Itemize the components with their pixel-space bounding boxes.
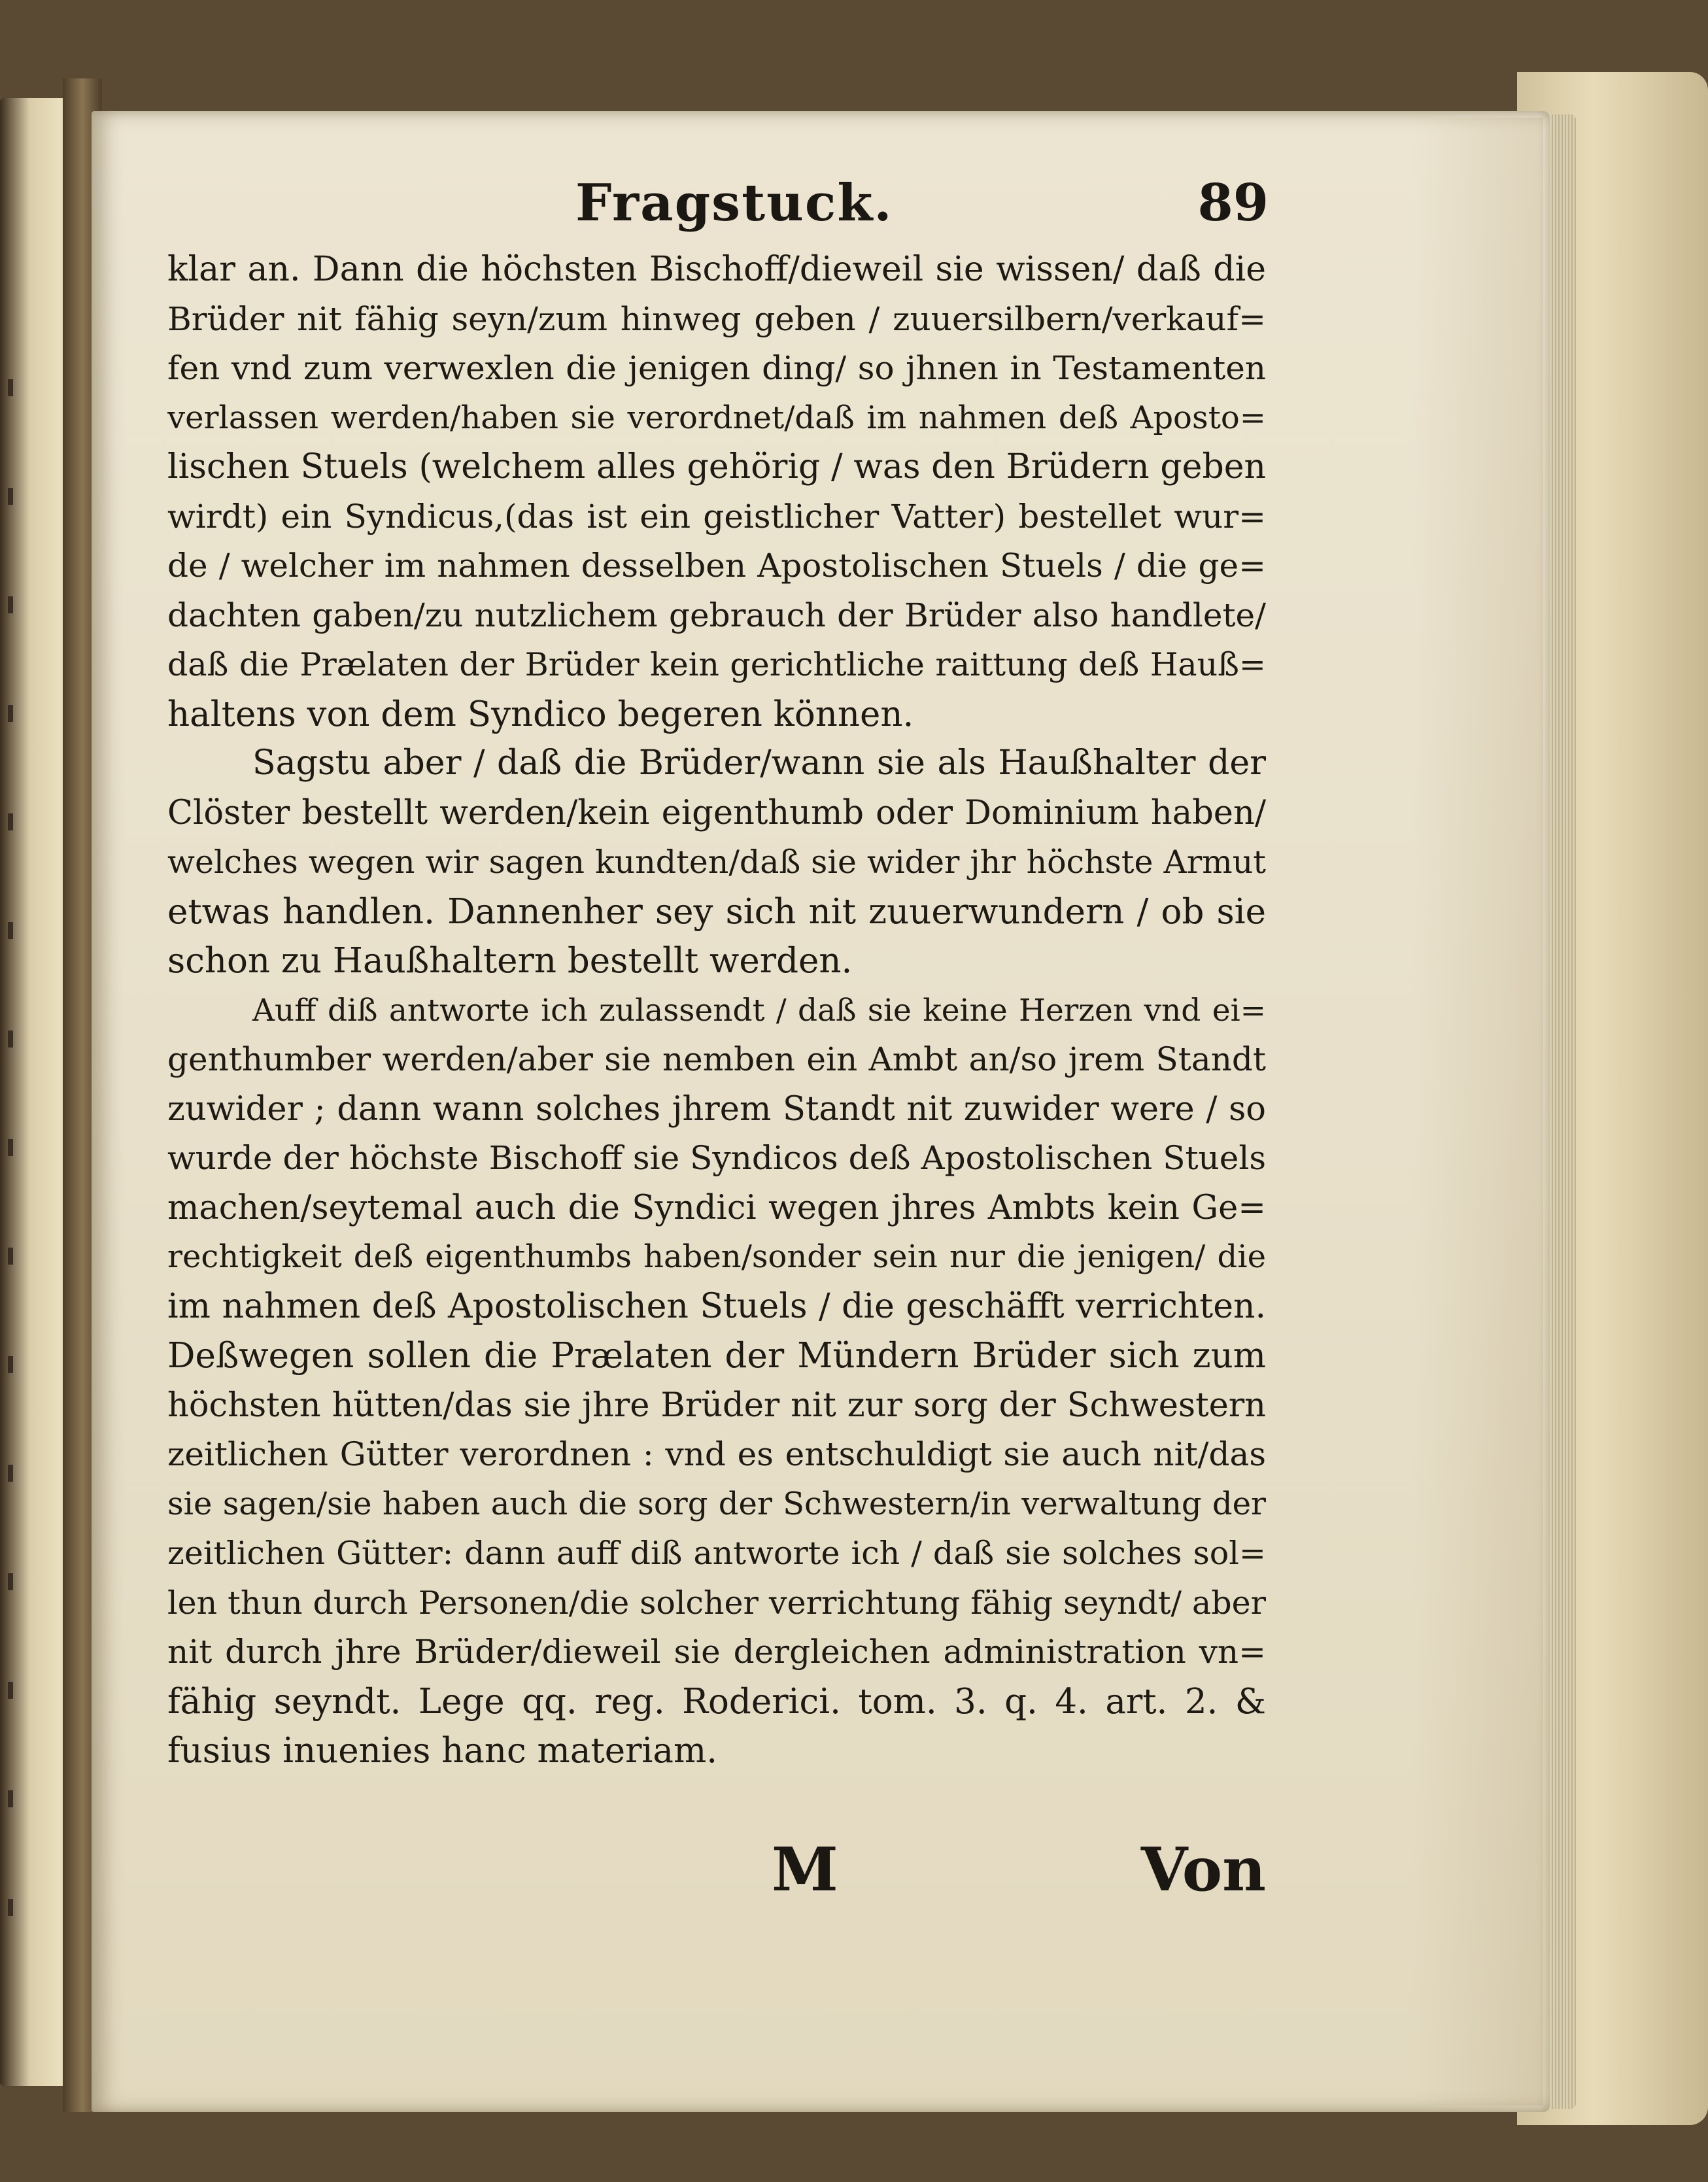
text-line: wirdt) ein Syndicus,(das ist ein geistlicher Vatter) bestellet wur=	[167, 497, 1266, 536]
text-line: rechtigkeit deß eigenthumbs haben/sonder sein nur die jenigen/ die	[167, 1238, 1266, 1275]
text-line: zeitlichen Gütter: dann auff diß antworte ich / daß sie solches sol=	[167, 1535, 1266, 1572]
text-line: fusius inuenies hanc materiam.	[167, 1731, 718, 1771]
catchword: Von	[1140, 1834, 1266, 1905]
text-line: schon zu Haußhaltern bestellt werden.	[167, 941, 853, 981]
text-line: Sagstu aber / daß die Brüder/wann sie als Haußhalter der	[252, 743, 1266, 783]
text-line: wurde der höchste Bischoff sie Syndicos deß Apostolischen Stuels	[167, 1139, 1266, 1177]
page-footer	[772, 1834, 1266, 1906]
facing-page-text-fragments	[8, 379, 21, 2007]
text-line: zeitlichen Gütter verordnen : vnd es entschuldigt sie auch nit/das	[167, 1435, 1266, 1473]
text-line: sie sagen/sie haben auch die sorg der Schwestern/in verwaltung der	[167, 1485, 1266, 1522]
text-line: nit durch jhre Brüder/dieweil sie dergleichen administration vn=	[167, 1633, 1266, 1671]
text-line: dachten gaben/zu nutzlichem gebrauch der Brüder also handlete/	[167, 596, 1266, 634]
text-line: Clöster bestellt werden/kein eigenthumb oder Dominium haben/	[167, 793, 1266, 832]
text-line: lischen Stuels (welchem alles gehörig / was den Brüdern geben	[167, 447, 1266, 486]
text-line: fen vnd zum verwexlen die jenigen ding/ so jhnen in Testamenten	[167, 349, 1266, 387]
page-header	[575, 173, 1269, 252]
page-number: 89	[1197, 173, 1269, 233]
page-discoloration	[1412, 118, 1543, 2105]
text-line: fähig seyndt. Lege qq. reg. Roderici. tom. 3. q. 4. art. 2. &	[167, 1681, 1266, 1722]
text-line: verlassen werden/haben sie verordnet/daß im nahmen deß Aposto=	[167, 399, 1266, 436]
text-line: höchsten hütten/das sie jhre Brüder nit zur sorg der Schwestern	[167, 1386, 1266, 1425]
text-line: machen/seytemal auch die Syndici wegen jhres Ambts kein Ge=	[167, 1188, 1266, 1227]
text-line: klar an. Dann die höchsten Bischoff/dieweil sie wissen/ daß die	[167, 250, 1266, 289]
text-line: welches wegen wir sagen kundten/daß sie wider jhr höchste Armut	[167, 844, 1266, 881]
signature-mark: M	[772, 1834, 838, 1905]
text-line: Deßwegen sollen die Prælaten der Mündern Brüder sich zum	[167, 1336, 1266, 1376]
text-line: etwas handlen. Dannenher sey sich nit zuuerwundern / ob sie	[167, 891, 1266, 932]
text-line: Brüder nit fähig seyn/zum hinweg geben / zuuersilbern/verkauf=	[167, 299, 1266, 338]
text-line: genthumber werden/aber sie nemben ein Ambt an/so jrem Standt	[167, 1040, 1266, 1078]
text-line: daß die Prælaten der Brüder kein gerichtliche raittung deß Hauß=	[167, 646, 1266, 683]
page-edges	[1550, 114, 1576, 2109]
text-line: de / welcher im nahmen desselben Apostolischen Stuels / die ge=	[167, 547, 1266, 585]
text-line: zuwider ; dann wann solches jhrem Standt nit zuwider were / so	[167, 1089, 1266, 1129]
running-head: Fragstuck.	[575, 173, 893, 233]
text-line: Auff diß antworte ich zulassendt / daß sie keine Herzen vnd ei=	[252, 992, 1266, 1029]
text-line: len thun durch Personen/die solcher verrichtung fähig seyndt/ aber	[167, 1584, 1266, 1622]
text-line: haltens von dem Syndico begeren können.	[167, 694, 914, 734]
text-line: im nahmen deß Apostolischen Stuels / die geschäfft verrichten.	[167, 1286, 1266, 1326]
body-text	[167, 245, 1266, 1776]
